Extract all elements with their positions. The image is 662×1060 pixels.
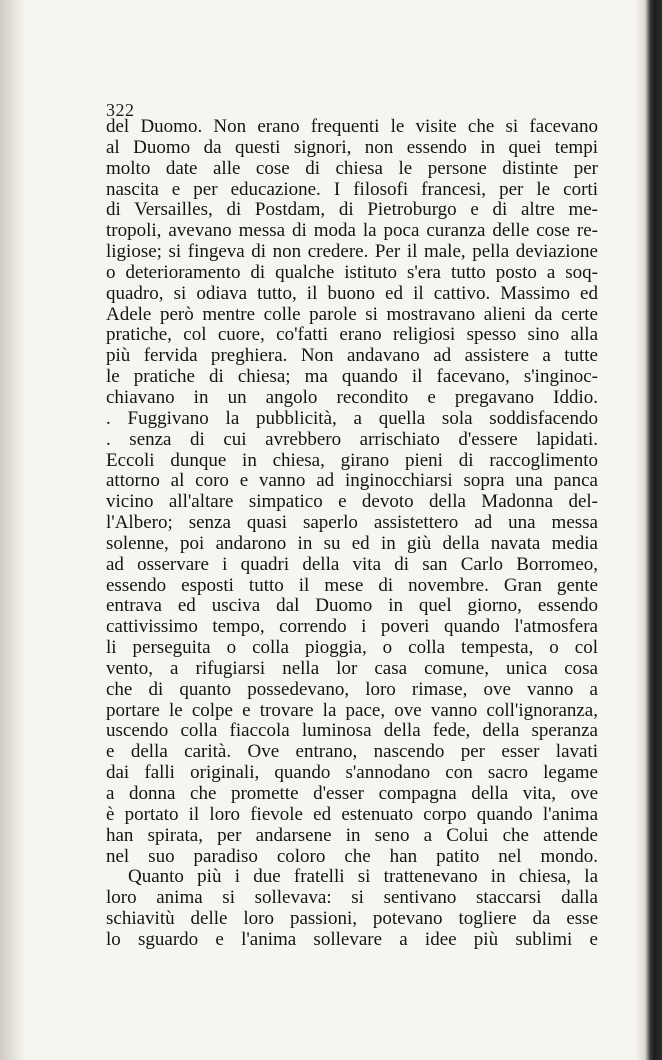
text-line: molto date alle cose di chiesa le persone distinte per xyxy=(106,158,598,179)
text-line: del Duomo. Non erano frequenti le visite che si facevano xyxy=(106,117,598,137)
text-line: cattivissimo tempo, correndo i poveri quando l'atmosfera xyxy=(106,617,598,638)
text-line: portare le colpe e trovare la pace, ove vanno coll'ignoranza, xyxy=(106,700,598,721)
text-line: uscendo colla fiaccola luminosa della fede, della speranza xyxy=(106,721,598,742)
text-line: lo sguardo e l'anima sollevare a idee più sublimi e xyxy=(106,929,598,950)
text-line: entrava ed usciva dal Duomo in quel giorno, essendo xyxy=(106,596,598,617)
text-line: al Duomo da questi signori, non essendo in quei tempi xyxy=(106,137,598,158)
text-line: è portato il loro fievole ed estenuato corpo quando l'anima xyxy=(106,804,598,825)
text-line: di Versailles, di Postdam, di Pietroburgo e di altre me- xyxy=(106,200,598,221)
text-line: o deterioramento di qualche istituto s'era tutto posto a soq- xyxy=(106,262,598,283)
text-line: a donna che promette d'esser compagna della vita, ove xyxy=(106,784,598,804)
text-line: vento, a rifugiarsi nella lor casa comune, unica cosa xyxy=(106,658,598,679)
text-line: nel suo paradiso coloro che han patito nel mondo. xyxy=(106,846,598,867)
body-text xyxy=(106,117,598,951)
text-line: han spirata, per andarsene in seno a Colui che attende xyxy=(106,825,598,846)
text-line: pratiche, col cuore, co'fatti erano religiosi spesso sino alla xyxy=(106,325,598,346)
text-line: li perseguita o colla pioggia, o colla tempesta, o col xyxy=(106,638,598,659)
text-line-paragraph-start: Quanto più i due fratelli si trattenevano in chiesa, la xyxy=(128,867,598,888)
text-line: schiavitù delle loro passioni, potevano togliere da esse xyxy=(106,909,598,930)
page-gutter-shadow xyxy=(0,0,26,1060)
text-line: essendo esposti tutto il mese di novembre. Gran gente xyxy=(106,575,598,596)
text-line: dai falli originali, quando s'annodano con sacro legame xyxy=(106,763,598,784)
text-line: vicino all'altare simpatico e devoto della Madonna del- xyxy=(106,492,598,513)
text-line: quadro, si odiava tutto, il buono ed il cattivo. Massimo ed xyxy=(106,283,598,304)
text-line: le pratiche di chiesa; ma quando il facevano, s'inginoc- xyxy=(106,367,598,388)
text-line: chiavano in un angolo recondito e pregavano Iddio. xyxy=(106,387,598,408)
text-line: ligiose; si fingeva di non credere. Per il male, pella deviazione xyxy=(106,242,598,263)
text-line: e della carità. Ove entrano, nascendo per esser lavati xyxy=(106,742,598,763)
text-line: più fervida preghiera. Non andavano ad assistere a tutte xyxy=(106,346,598,367)
text-line: tropoli, avevano messa di moda la poca curanza delle cose re- xyxy=(106,221,598,242)
text-line: Adele però mentre colle parole si mostravano alieni da certe xyxy=(106,304,598,325)
text-line: Eccoli dunque in chiesa, girano pieni di raccoglimento xyxy=(106,450,598,471)
page-edge-shadow xyxy=(636,0,662,1060)
text-line: loro anima si sollevava: si sentivano staccarsi dalla xyxy=(106,888,598,909)
text-line: . senza di cui avrebbero arrischiato d'essere lapidati. xyxy=(106,429,598,450)
text-line: attorno al coro e vanno ad inginocchiarsi sopra una panca xyxy=(106,471,598,492)
text-line: solenne, poi andarono in su ed in giù della navata media xyxy=(106,533,598,554)
text-line: l'Albero; senza quasi saperlo assistettero ad una messa xyxy=(106,513,598,534)
text-line: . Fuggivano la pubblicità, a quella sola soddisfacendo xyxy=(106,408,598,429)
text-line: che di quanto possedevano, loro rimase, ove vanno a xyxy=(106,679,598,700)
text-line: nascita e per educazione. I filosofi francesi, per le corti xyxy=(106,179,598,200)
page-number: 322 xyxy=(106,100,135,120)
text-line: ad osservare i quadri della vita di san Carlo Borromeo, xyxy=(106,554,598,575)
